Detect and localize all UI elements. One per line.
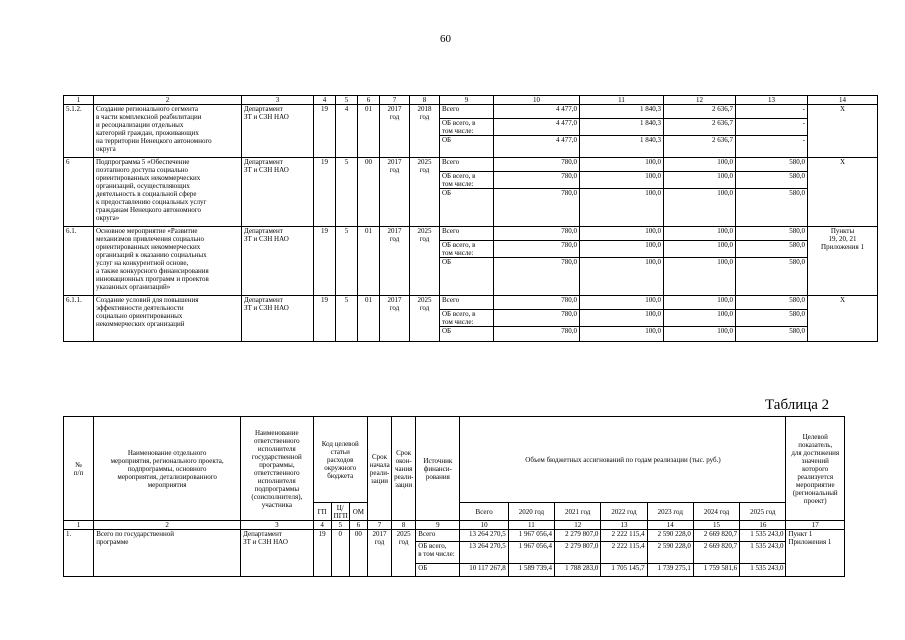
code-om: 00 [349,530,367,577]
value-year: 580,0 [736,258,808,296]
column-number: 15 [693,521,739,530]
column-number-row [64,96,878,105]
column-number: 1 [64,96,94,105]
column-number: 8 [410,96,440,105]
column-number: 5 [331,521,349,530]
value-year: 1 535 243,0 [740,564,786,577]
header-source: Источник финанси- рования [416,417,460,521]
column-number: 12 [664,96,736,105]
column-number: 7 [380,96,410,105]
column-number: 6 [349,521,367,530]
column-number: 8 [392,521,416,530]
header-year: 2021 год [555,503,601,521]
department: Департамент ЗТ и СЗН НАО [242,105,314,158]
header-volume: Объем бюджетных ассигнований по годам реализации (тыс. руб.) [460,417,786,503]
table-row [64,105,878,119]
value-total: 10 117 267,8 [460,564,508,577]
funding-source: ОБ всего, в том числе: [416,542,460,564]
code-gp: 19 [314,105,336,158]
value-year: 2 279 807,0 [555,542,601,564]
value-year: 100,0 [580,172,664,189]
value-year: 100,0 [664,258,736,296]
value-year: 1 840,3 [580,105,664,119]
value-year: 100,0 [580,327,664,342]
value-total: 4 477,0 [494,119,580,136]
value-total: 13 264 270,5 [460,530,508,542]
value-year: 1 759 581,6 [693,564,739,577]
start-year: 2017 год [380,227,410,296]
funding-source: ОБ [440,327,494,342]
value-total: 780,0 [494,258,580,296]
funding-source: ОБ всего, в том числе: [440,172,494,189]
column-number: 11 [508,521,554,530]
column-number: 3 [242,96,314,105]
value-year: 100,0 [664,241,736,258]
activity-name: Создание условий для повышения эффективности деятельности социально ориентированных некоммерческих организаций [94,296,242,342]
column-number: 3 [241,521,313,530]
code-gp: 19 [314,158,336,227]
value-total: 13 264 270,5 [460,542,508,564]
row-number: 1. [64,530,94,577]
value-total: 780,0 [494,296,580,310]
header-om: ОМ [349,503,367,521]
value-year: - [736,136,808,158]
funding-source: Всего [440,105,494,119]
header-name: Наименование отдельного мероприятия, регионального проекта, подпрограммы, основного мероприятия, детализированного мероприятия [94,417,241,521]
value-year: 580,0 [736,189,808,227]
funding-source: ОБ [440,189,494,227]
department: Департамент ЗТ и СЗН НАО [242,158,314,227]
value-year: 100,0 [580,258,664,296]
value-year: 2 669 820,7 [693,530,739,542]
column-number: 10 [460,521,508,530]
value-year: 2 590 228,0 [647,530,693,542]
header-year: Всего [460,503,508,521]
column-number: 9 [440,96,494,105]
value-year: 1 840,3 [580,119,664,136]
value-year: 100,0 [580,189,664,227]
row-number: 6 [64,158,94,227]
department: Департамент ЗТ и СЗН НАО [242,227,314,296]
header-gp: ГП [313,503,331,521]
column-number: 13 [601,521,647,530]
value-year: 100,0 [664,327,736,342]
header-year: 2023 год [647,503,693,521]
value-year: 100,0 [580,296,664,310]
table-row [64,296,878,310]
code-om: 01 [358,105,380,158]
column-number: 12 [555,521,601,530]
target-indicator: Пункты 19, 20, 21 Приложения 1 [808,227,878,296]
value-year: 2 636,7 [664,105,736,119]
value-year: 2 636,7 [664,136,736,158]
value-year: 1 589 739,4 [508,564,554,577]
value-year: 580,0 [736,296,808,310]
header-code: Код целевой статьи расходов окружного бюджета [313,417,367,503]
value-year: 1 788 283,0 [555,564,601,577]
end-year: 2025 год [392,530,416,577]
value-year: 100,0 [664,296,736,310]
column-number: 5 [336,96,358,105]
column-number: 2 [94,521,241,530]
table-title: Таблица 2 [765,397,830,413]
header-start: Срок начала реали- зации [367,417,391,521]
start-year: 2017 год [380,105,410,158]
end-year: 2025 год [410,227,440,296]
value-year: 580,0 [736,158,808,172]
column-number: 17 [786,521,845,530]
table-row [64,530,845,542]
value-total: 4 477,0 [494,105,580,119]
row-number: 5.1.2. [64,105,94,158]
value-total: 780,0 [494,241,580,258]
row-number: 6.1.1. [64,296,94,342]
column-number: 2 [94,96,242,105]
code-pgp: 0 [331,530,349,577]
activity-name: Основное мероприятие «Развитие механизмов привлечения социально ориентированных некоммерческих организаций к оказанию социальных услуг на конкурентной основе, а также конкурсного финансирования инновационных программ и проектов указанных организаций» [94,227,242,296]
start-year: 2017 год [380,296,410,342]
column-number: 7 [367,521,391,530]
target-indicator: Х [808,105,878,158]
end-year: 2025 год [410,296,440,342]
activity-name: Всего по государственной программе [94,530,241,577]
value-year: - [736,105,808,119]
header-target: Целевой показатель, для достижения значений которого реализуется мероприятие (региональный проект) [786,417,845,521]
value-year: 100,0 [580,310,664,327]
target-indicator: Пункт 1 Приложения 1 [786,530,845,577]
value-year: 1 535 243,0 [740,542,786,564]
code-pgp: 5 [336,158,358,227]
executor: Департамент ЗТ и СЗН НАО [241,530,313,577]
header-year: 2024 год [693,503,739,521]
table-row [64,158,878,172]
funding-source: Всего [440,227,494,241]
value-year: 100,0 [664,172,736,189]
header-year: 2022 год [601,503,647,521]
budget-table-2 [63,416,845,577]
value-year: 1 840,3 [580,136,664,158]
funding-source: Всего [416,530,460,542]
value-year: 580,0 [736,327,808,342]
value-year: 100,0 [664,189,736,227]
activity-name: Подпрограмма 5 «Обеспечение поэтапного доступа социально ориентированных некоммерческих организаций, осуществляющих деятельность в социальной сфере к предоставлению социальных услуг гражданам Ненецкого автономного округа» [94,158,242,227]
column-number: 11 [580,96,664,105]
target-indicator: Х [808,296,878,342]
funding-source: ОБ [416,564,460,577]
budget-table-continued [63,95,878,342]
column-number: 16 [740,521,786,530]
funding-source: ОБ всего, в том числе: [440,310,494,327]
column-number: 13 [736,96,808,105]
code-gp: 19 [314,227,336,296]
value-year: 2 636,7 [664,119,736,136]
target-indicator: Х [808,158,878,227]
column-number: 9 [416,521,460,530]
value-year: 100,0 [580,158,664,172]
value-year: 580,0 [736,227,808,241]
value-year: 2 279 807,0 [555,530,601,542]
start-year: 2017 год [380,158,410,227]
value-total: 780,0 [494,310,580,327]
value-year: 580,0 [736,172,808,189]
funding-source: ОБ [440,258,494,296]
value-year: 2 222 115,4 [601,530,647,542]
funding-source: ОБ [440,136,494,158]
value-year: 100,0 [664,158,736,172]
value-year: 100,0 [580,241,664,258]
value-year: - [736,119,808,136]
value-year: 580,0 [736,241,808,258]
code-pgp: 5 [336,227,358,296]
header-year: 2025 год [740,503,786,521]
column-number-row [64,521,845,530]
column-number: 1 [64,521,94,530]
column-number: 14 [647,521,693,530]
value-total: 780,0 [494,227,580,241]
code-om: 01 [358,227,380,296]
column-number: 4 [314,96,336,105]
value-total: 780,0 [494,172,580,189]
row-number: 6.1. [64,227,94,296]
value-year: 580,0 [736,310,808,327]
value-year: 1 705 145,7 [601,564,647,577]
header-pgp: Ц/ ПГП [331,503,349,521]
header-num: № п/п [64,417,94,521]
start-year: 2017 год [367,530,391,577]
value-year: 1 967 056,4 [508,530,554,542]
funding-source: ОБ всего, в том числе: [440,119,494,136]
value-year: 100,0 [664,227,736,241]
code-om: 00 [358,158,380,227]
funding-source: Всего [440,158,494,172]
code-gp: 19 [313,530,331,577]
page-number: 60 [440,33,451,45]
column-number: 6 [358,96,380,105]
table-row [64,227,878,241]
column-number: 10 [494,96,580,105]
header-end: Срок окон- чания реали- зации [392,417,416,521]
header-year: 2020 год [508,503,554,521]
header-executor: Наименование ответственного исполнителя государственной программы, ответственного исполнителя подпрограммы (соисполнителя), участника [241,417,313,521]
value-year: 1 535 243,0 [740,530,786,542]
value-total: 780,0 [494,189,580,227]
code-pgp: 4 [336,105,358,158]
code-om: 01 [358,296,380,342]
funding-source: ОБ всего, в том числе: [440,241,494,258]
value-year: 1 739 275,1 [647,564,693,577]
column-number: 14 [808,96,878,105]
end-year: 2018 год [410,105,440,158]
value-total: 780,0 [494,327,580,342]
code-gp: 19 [314,296,336,342]
value-year: 2 669 820,7 [693,542,739,564]
end-year: 2025 год [410,158,440,227]
department: Департамент ЗТ и СЗН НАО [242,296,314,342]
activity-name: Создание регионального сегмента в части комплексной реабилитации и ресоциализации отдельных категорий граждан, проживающих на территории Ненецкого автономного округа [94,105,242,158]
value-total: 780,0 [494,158,580,172]
value-year: 100,0 [580,227,664,241]
value-year: 1 967 056,4 [508,542,554,564]
value-total: 4 477,0 [494,136,580,158]
value-year: 2 222 115,4 [601,542,647,564]
value-year: 100,0 [664,310,736,327]
value-year: 2 590 228,0 [647,542,693,564]
column-number: 4 [313,521,331,530]
funding-source: Всего [440,296,494,310]
code-pgp: 5 [336,296,358,342]
